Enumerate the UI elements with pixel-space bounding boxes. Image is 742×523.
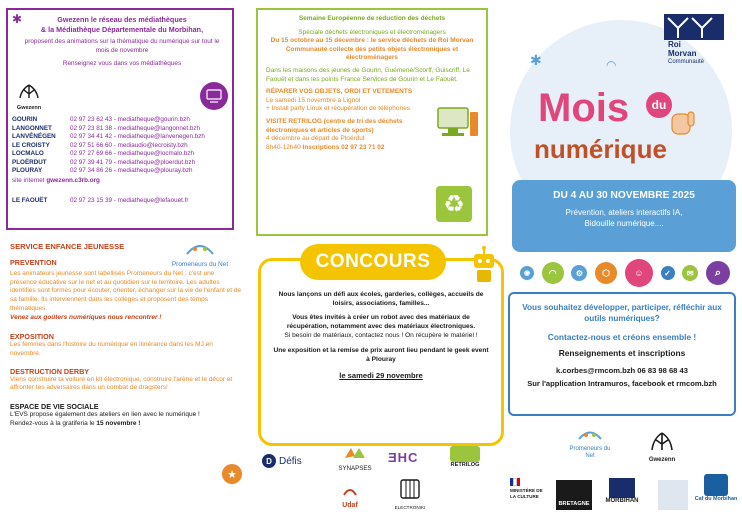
settings-icon: ⚙ — [571, 265, 587, 281]
enfance-title: SERVICE ENFANCE JEUNESSE — [10, 242, 125, 251]
promeneurs-logo-right-icon — [577, 429, 603, 441]
info-contact-cta: Contactez-nous et créons ensemble ! — [547, 332, 697, 342]
concours-panel — [258, 258, 504, 446]
media-icon — [200, 82, 228, 110]
star-icon: ★ — [222, 464, 242, 484]
like-icon: ✓ — [661, 266, 675, 280]
bretagne-logo — [556, 480, 592, 510]
dechets-title: Semaine Européenne de réduction des déchets — [298, 15, 446, 22]
library-contact: 02 97 34 41 42 - mediatheque@lanvenegen.bzh — [70, 133, 205, 140]
rmc-logo-text — [668, 40, 728, 67]
library-name: LANVÉNÉGEN — [12, 133, 56, 140]
icon-row — [520, 260, 730, 286]
mois-sub1: Prévention, ateliers interactifs IA, — [565, 208, 683, 217]
gwezenn-logo-text: Gwezenn — [16, 105, 42, 111]
defis-logo-icon: D — [262, 454, 276, 468]
network-icon: ⬡ — [595, 262, 617, 284]
site-label: site internet — [12, 176, 45, 184]
caf-logo — [694, 474, 738, 502]
numerique-title: numérique — [534, 134, 667, 164]
library-row — [12, 197, 205, 206]
library-name: GOURIN — [12, 116, 38, 123]
library-row — [12, 133, 205, 142]
hand-touch-icon — [670, 110, 700, 136]
gwezenn-subtitle: & la Médiathèque Départementale du Morbihan, — [40, 25, 204, 34]
reparer-title: RÉPARER VOS OBJETS, ORDI ET VETEMENTS — [266, 88, 413, 96]
retrilog-logo-text: RETRILOG — [450, 462, 480, 468]
dechets-line3: Dans les maisons des jeunes de Gourin, Guémené/Scorff, Guiscriff, Le Faouët et dans les points France Services de Gourin et Le Faouët. — [266, 66, 470, 83]
library-contact: 02 97 27 69 66 - mediatheque@locmalo.bzh — [70, 150, 195, 157]
mois-title: Mois — [538, 86, 630, 130]
gwezenn-panel — [6, 8, 234, 230]
retrilog-logo-icon — [450, 446, 480, 462]
library-contact: 02 97 51 66 60 - mediaudio@lecroisty.bzh — [70, 141, 188, 149]
gwezenn-title: Gwezenn le réseau des médiathèques — [57, 15, 187, 24]
rmc-logo-icon — [664, 14, 724, 40]
gwezenn-logo-right-text: Gwezenn — [648, 457, 676, 463]
evs-date: 15 novembre ! — [96, 419, 141, 427]
dechets-line1: Spéciale déchets électroniques et électroménagers — [298, 28, 446, 36]
search-icon: ⌕ — [706, 261, 730, 285]
retrilog-logo — [446, 446, 484, 468]
library-name: LANGONNET — [12, 124, 52, 132]
library-contact: 02 97 23 15 39 - mediatheque@lefaouet.fr — [70, 197, 189, 204]
gwezenn-renseignez: Renseignez vous dans vos médiathèques — [62, 60, 182, 67]
prevention-title: PREVENTION — [10, 258, 57, 267]
dechets-line2: Du 15 octobre au 15 décembre : le service déchets de Roi Morvan Communauté collecte des petits objets électroniques et électroménagers — [270, 37, 474, 62]
gwezenn-logo — [14, 84, 44, 111]
library-name: PLOURAY — [12, 167, 43, 174]
retrilog-line1: 4 décembre au départ de Ploërdut — [266, 135, 365, 143]
site-link[interactable]: gwezenn.c3rb.org — [46, 176, 100, 184]
info-renseignements: Renseignements et inscriptions — [558, 348, 686, 358]
library-contact: 02 97 23 81 38 - mediatheque@langonnet.bzh — [70, 124, 200, 132]
ministere-text: MINISTÈRE DE LA CULTURE — [510, 488, 543, 499]
synapses-logo-icon — [343, 446, 367, 460]
promeneurs-logo-icon — [185, 242, 215, 256]
library-name: LOCMALO — [12, 150, 44, 157]
caf-logo-icon — [704, 474, 728, 496]
partner-logo-small — [658, 480, 688, 510]
defis-logo — [262, 452, 306, 470]
gwezenn-propose: proposent des animations sur la thématique du numérique sur tout le mois de novembre — [24, 38, 220, 54]
library-row — [12, 150, 205, 159]
prevention-cta: Venez aux goûters numériques nous rencontrer ! — [10, 313, 162, 321]
retrilog-title: VISITE RETRILOG (centre de tri des déchets électroniques et articles de sports) — [266, 117, 403, 134]
exposition-text: Les femmes dans l'histoire du numérique en itinérance dans les MJ en novembre. — [10, 341, 213, 357]
library-row — [12, 159, 205, 168]
synapses-logo-text: SYNAPSES — [338, 465, 372, 472]
date-box — [512, 180, 736, 252]
gwezenn-logo-right — [640, 432, 684, 463]
library-contact: 02 97 39 41 79 - mediatheque@ploerdut.bzh — [70, 158, 196, 166]
concours-p1: Nous lançons un défi aux écoles, garderies, collèges, accueils de loisirs, associations, familles... — [278, 291, 484, 307]
udaf-logo-text: Udaf — [342, 502, 358, 509]
info-app-line: Sur l'application Intramuros, facebook et rmcom.bzh — [527, 379, 717, 388]
gwezenn-logo-icon — [18, 84, 40, 100]
enfance-panel — [10, 242, 242, 428]
concours-date: le samedi 29 novembre — [339, 371, 423, 381]
people-icon: ☺ — [625, 259, 653, 287]
electroniki-logo — [390, 478, 430, 510]
ehc-logo: ƎHC — [388, 450, 419, 465]
evs-title: ESPACE DE VIE SOCIALE — [10, 402, 99, 412]
synapses-logo — [330, 446, 380, 472]
library-contact: 02 97 23 62 43 - mediatheque@gourin.bzh — [70, 116, 190, 123]
evs-text-body: L'EVS propose également des ateliers en lien avec le numérique ! Rendez-vous à la gratiferia le — [10, 411, 200, 427]
site-row — [12, 177, 205, 186]
caf-text: Caf du Morbihan — [694, 496, 738, 502]
concours-p2: Vous êtes invités à créer un robot avec des matériaux de récupération, notamment avec des matériaux électroniques. — [286, 314, 476, 330]
info-email-phone[interactable]: k.corbes@rmcom.bzh 06 83 98 68 43 — [556, 365, 688, 375]
library-row — [12, 116, 205, 125]
mois-dates: DU 4 AU 30 NOVEMBRE 2025 — [553, 190, 695, 201]
morbihan-logo-icon — [609, 478, 635, 498]
reparer-line1: Le samedi 15 novembre à Lignol — [266, 96, 361, 104]
library-name: LE FAOUËT — [12, 197, 48, 204]
recycle-icon: ♻ — [436, 186, 472, 222]
retrilog-line2 — [266, 144, 478, 153]
library-list — [12, 116, 205, 206]
derby-title: DESTRUCTION DERBY — [10, 366, 90, 376]
morbihan-logo — [598, 478, 646, 504]
ministere-logo — [510, 478, 550, 499]
defis-logo-text: Défis — [279, 455, 302, 467]
bretagne-text: BRETAGNE — [558, 501, 590, 507]
bluetooth-icon: ✱ — [530, 52, 542, 68]
gwezenn-logo-right-icon — [649, 432, 675, 452]
promeneurs-logo — [170, 242, 230, 268]
concours-tag: CONCOURS — [300, 244, 446, 280]
rmc-line2: Morvan — [668, 49, 697, 58]
dechets-panel — [256, 8, 488, 236]
morbihan-text: MORBIHAN — [605, 498, 639, 504]
du-badge: du — [646, 92, 672, 118]
library-row — [12, 125, 205, 134]
reparer-line2: + Install party Linux et récupération de téléphones — [266, 105, 410, 113]
flag-icon — [510, 478, 520, 486]
camera-icon: ◉ — [520, 266, 534, 280]
promeneurs-logo-right-text: Promeneurs du Net — [569, 446, 611, 459]
library-row — [12, 142, 205, 151]
promeneurs-logo-right — [564, 428, 616, 460]
retrilog-time: 8h40-12h40 — [266, 143, 301, 151]
info-box — [508, 292, 736, 416]
rmc-line1: Roi — [668, 40, 681, 49]
robot-icon — [470, 246, 498, 286]
mois-sub2: Bidouille numérique.... — [584, 219, 664, 228]
rmc-line3: Communauté — [668, 59, 705, 65]
info-question: Vous souhaitez développer, participer, réfléchir aux outils numériques? — [522, 303, 722, 323]
retrilog-inscriptions: Inscriptions 02 97 23 71 02 — [302, 143, 385, 151]
prevention-text: Les animateurs jeunesse sont labellisés Promeneurs du Net : c'est une présence éducative sur le net et au quotidien sur le territoire. Les adultes identifiés sont formés pour écouter, orienter, échanger sur la vie de l'enfant et de sa famille. Ils interviennent dans les collèges et proposent des temps thématiques. — [10, 270, 242, 312]
udaf-logo-icon — [342, 485, 358, 497]
asterisk-icon: ✱ — [12, 12, 23, 26]
udaf-logo — [330, 484, 370, 509]
signal-icon: ◠ — [542, 262, 564, 284]
concours-p3: Si besoin de matériaux, contactez nous ! On récupère le matériel ! — [284, 332, 478, 340]
library-name: PLOËRDUT — [12, 158, 47, 166]
library-name: LE CROISTY — [12, 141, 50, 149]
library-row — [12, 167, 205, 176]
promeneurs-logo-text: Promeneurs du Net — [171, 261, 229, 268]
exposition-title: EXPOSITION — [10, 332, 54, 342]
wifi-icon: ◠ — [606, 58, 617, 72]
derby-text: Viens construire ta voiture en kit électronique, construire l'arène et le décor et affronter tes adversaires dans un combat de dragsters! — [10, 375, 233, 392]
computer-icon — [434, 106, 480, 140]
electroniki-logo-icon — [399, 478, 421, 500]
evs-text — [10, 411, 224, 428]
chat-icon: ✉ — [682, 265, 698, 281]
library-contact: 02 97 34 86 26 - mediatheque@plouray.bzh — [70, 167, 193, 174]
electroniki-logo-text: ELECTRONIKI — [394, 505, 426, 510]
concours-p4: Une exposition et la remise de prix auront lieu pendant le geek event à Plouray — [273, 346, 489, 363]
